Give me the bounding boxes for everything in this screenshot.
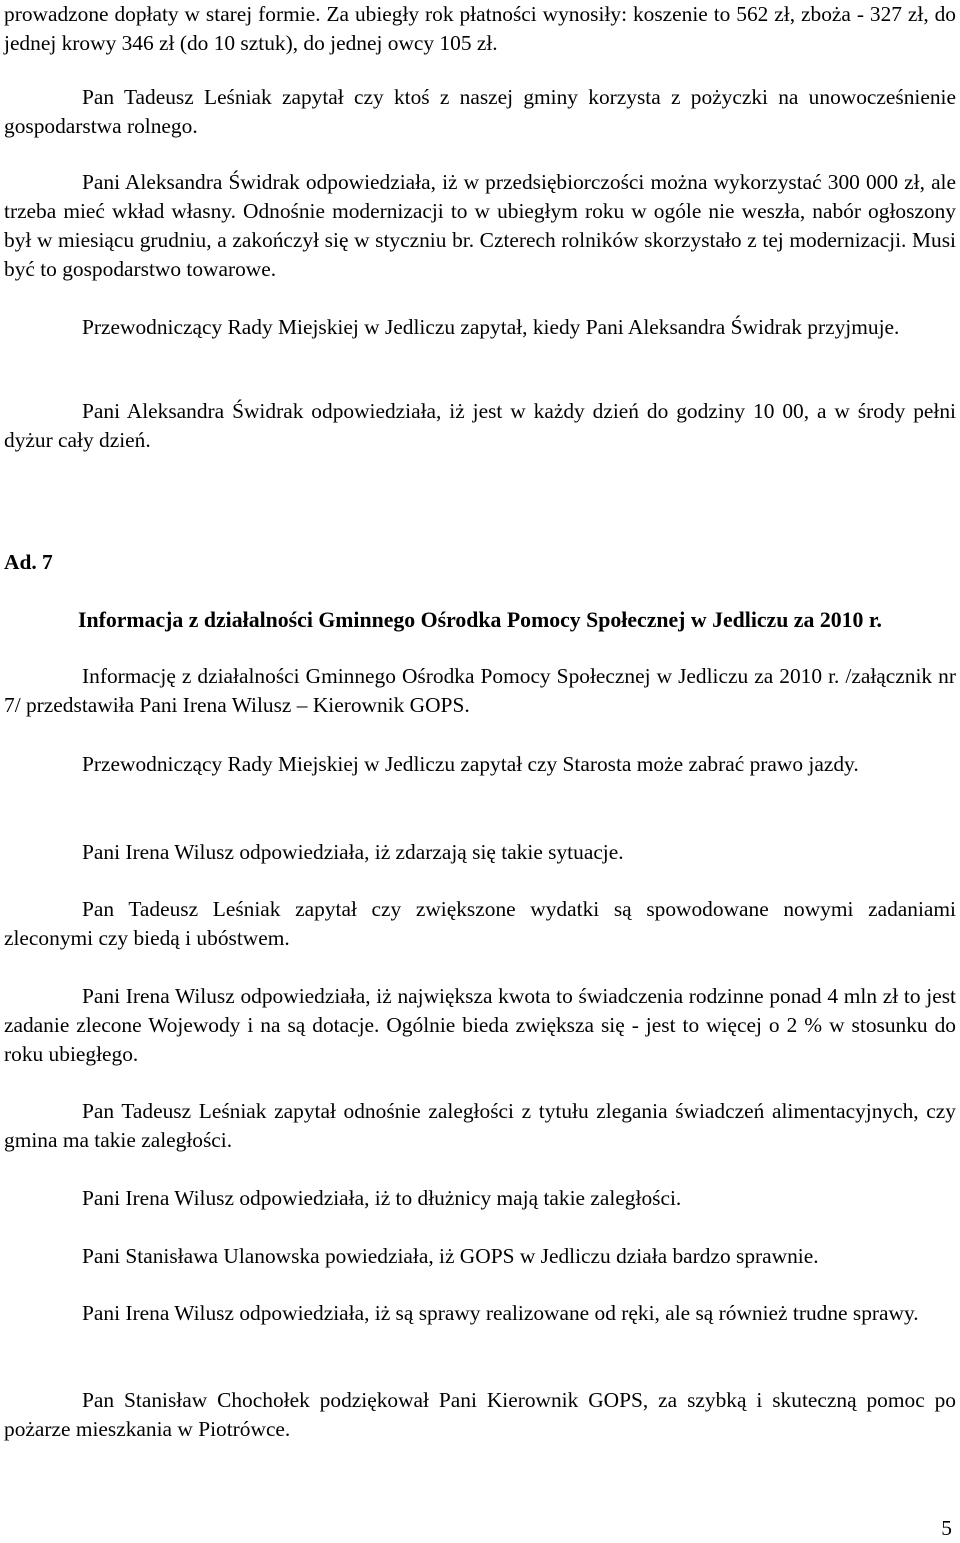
paragraph-2: Pan Tadeusz Leśniak zapytał czy ktoś z naszej gminy korzysta z pożyczki na unowocześnienie gospodarstwa rolnego. bbox=[4, 85, 956, 138]
paragraph-14: Pani Irena Wilusz odpowiedziała, iż są sprawy realizowane od ręki, ale są również trudne sprawy. bbox=[82, 1301, 919, 1325]
agenda-item-number: Ad. 7 bbox=[4, 550, 53, 574]
paragraph-11: Pan Tadeusz Leśniak zapytał odnośnie zaległości z tytułu zlegania świadczeń alimentacyjnych, czy gmina ma takie zaległości. bbox=[4, 1099, 956, 1152]
paragraph-13: Pani Stanisława Ulanowska powiedziała, iż GOPS w Jedliczu działa bardzo sprawnie. bbox=[82, 1244, 819, 1268]
paragraph-9: Pan Tadeusz Leśniak zapytał czy zwiększone wydatki są spowodowane nowymi zadaniami zleconymi czy biedą i ubóstwem. bbox=[4, 897, 956, 950]
paragraph-10: Pani Irena Wilusz odpowiedziała, iż największa kwota to świadczenia rodzinne ponad 4 mln zł to jest zadanie zlecone Wojewody i na są dotacje. Ogólnie bieda zwiększa się - jest to więcej o 2 % w stosunku do roku ubiegłego. bbox=[4, 984, 956, 1066]
paragraph-15: Pan Stanisław Chochołek podziękował Pani Kierownik GOPS, za szybką i skuteczną pomoc po pożarze mieszkania w Piotrówce. bbox=[4, 1388, 956, 1441]
paragraph-7: Przewodniczący Rady Miejskiej w Jedliczu zapytał czy Starosta może zabrać prawo jazdy. bbox=[82, 752, 859, 776]
paragraph-6: Informację z działalności Gminnego Ośrodka Pomocy Społecznej w Jedliczu za 2010 r. /załącznik nr 7/ przedstawiła Pani Irena Wilusz – Kierownik GOPS. bbox=[4, 664, 956, 717]
paragraph-4: Przewodniczący Rady Miejskiej w Jedliczu zapytał, kiedy Pani Aleksandra Świdrak przyjmuje. bbox=[82, 315, 900, 339]
paragraph-1: prowadzone dopłaty w starej formie. Za ubiegły rok płatności wynosiły: koszenie to 562 zł, zboża - 327 zł, do jednej krowy 346 zł (do 10 sztuk), do jednej owcy 105 zł. bbox=[4, 2, 956, 55]
paragraph-5: Pani Aleksandra Świdrak odpowiedziała, iż jest w każdy dzień do godziny 10 00, a w środy pełni dyżur cały dzień. bbox=[4, 399, 956, 452]
agenda-item-title: Informacja z działalności Gminnego Ośrodka Pomocy Społecznej w Jedliczu za 2010 r. bbox=[77, 608, 882, 632]
paragraph-8: Pani Irena Wilusz odpowiedziała, iż zdarzają się takie sytuacje. bbox=[82, 840, 624, 864]
paragraph-3: Pani Aleksandra Świdrak odpowiedziała, iż w przedsiębiorczości można wykorzystać 300 000 zł, ale trzeba mieć wkład własny. Odnośnie modernizacji to w ubiegłym roku w ogóle nie weszła, nabór ogłoszony był w miesiącu grudniu, a zakończył się w styczniu br. Czterech rolników skorzystało z tej modernizacji. Musi być to gospodarstwo towarowe. bbox=[4, 170, 956, 281]
paragraph-12: Pani Irena Wilusz odpowiedziała, iż to dłużnicy mają takie zaległości. bbox=[82, 1186, 682, 1210]
page-number: 5 bbox=[941, 1516, 952, 1540]
